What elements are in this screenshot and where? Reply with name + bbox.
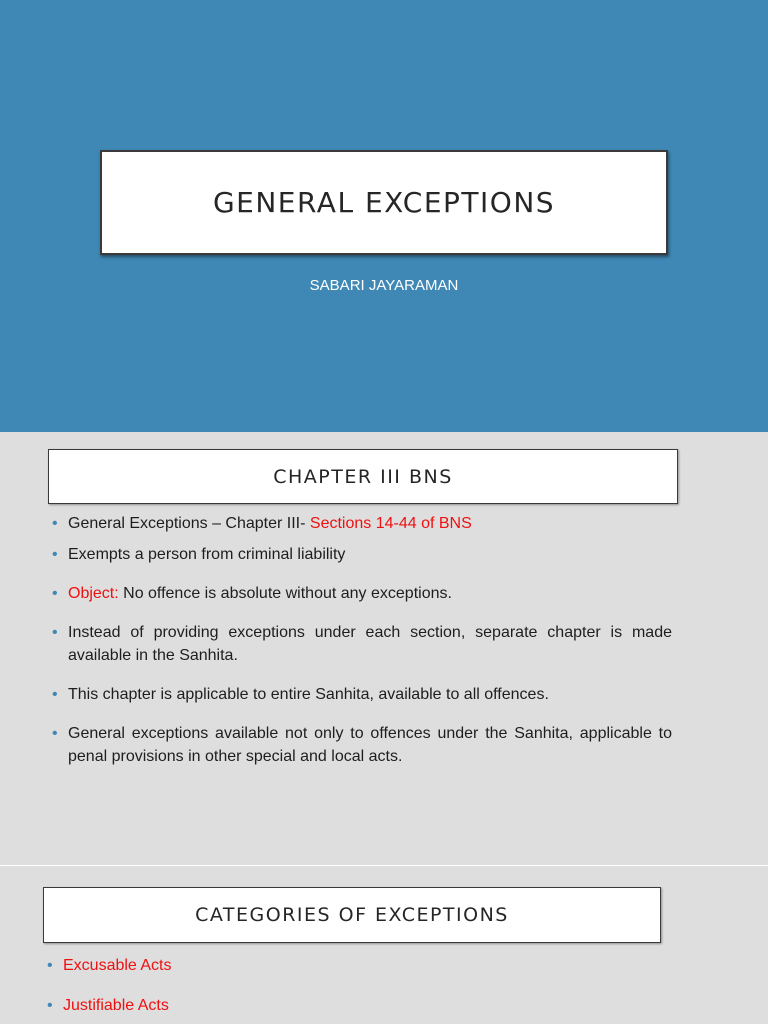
title-box: [100, 150, 668, 255]
list-item: [47, 954, 647, 977]
title-slide: [0, 0, 768, 432]
bullet-text: Instead of providing exceptions under each section, separate chapter is made available in the Sanhita.: [68, 624, 672, 664]
bullet-icon: •: [52, 686, 58, 703]
categories-bullet-list: [47, 954, 647, 1017]
bullet-icon: •: [52, 585, 58, 602]
bullet-text: General Exceptions – Chapter III-: [68, 515, 310, 532]
bullet-text: This chapter is applicable to entire Sanhita, available to all offences.: [68, 686, 549, 703]
list-item: [52, 683, 672, 706]
author-subtitle: SABARI JAYARAMAN: [309, 277, 459, 294]
list-item: [52, 582, 672, 605]
bullet-icon: •: [52, 624, 58, 641]
bullet-icon: •: [52, 725, 58, 742]
list-item: [52, 512, 672, 535]
bullet-icon: •: [47, 997, 53, 1014]
list-item: [52, 543, 672, 566]
chapter-slide: [0, 432, 768, 865]
bullet-highlight: Justifiable Acts: [63, 997, 169, 1014]
chapter-bullet-list: [52, 512, 672, 768]
categories-heading-box: [43, 887, 661, 943]
list-item: [52, 722, 672, 768]
bullet-text: Exempts a person from criminal liability: [68, 546, 346, 563]
bullet-icon: •: [47, 957, 53, 974]
categories-slide: [0, 866, 768, 1024]
bullet-text: No offence is absolute without any exceptions.: [118, 585, 452, 602]
bullet-highlight: Sections 14-44 of BNS: [309, 515, 472, 532]
presentation-title: GENERAL EXCEPTIONS: [212, 186, 556, 219]
bullet-highlight: Object:: [68, 585, 119, 602]
list-item: [52, 621, 672, 667]
bullet-text: General exceptions available not only to offences under the Sanhita, applicable to penal provisions in other special and local acts.: [68, 725, 672, 765]
list-item: [47, 994, 647, 1017]
chapter-heading: CHAPTER III BNS: [273, 465, 453, 488]
bullet-highlight: Excusable Acts: [63, 957, 172, 974]
categories-heading: CATEGORIES OF EXCEPTIONS: [195, 904, 509, 926]
bullet-icon: •: [52, 546, 58, 563]
bullet-icon: •: [52, 515, 58, 532]
chapter-heading-box: [48, 449, 678, 504]
